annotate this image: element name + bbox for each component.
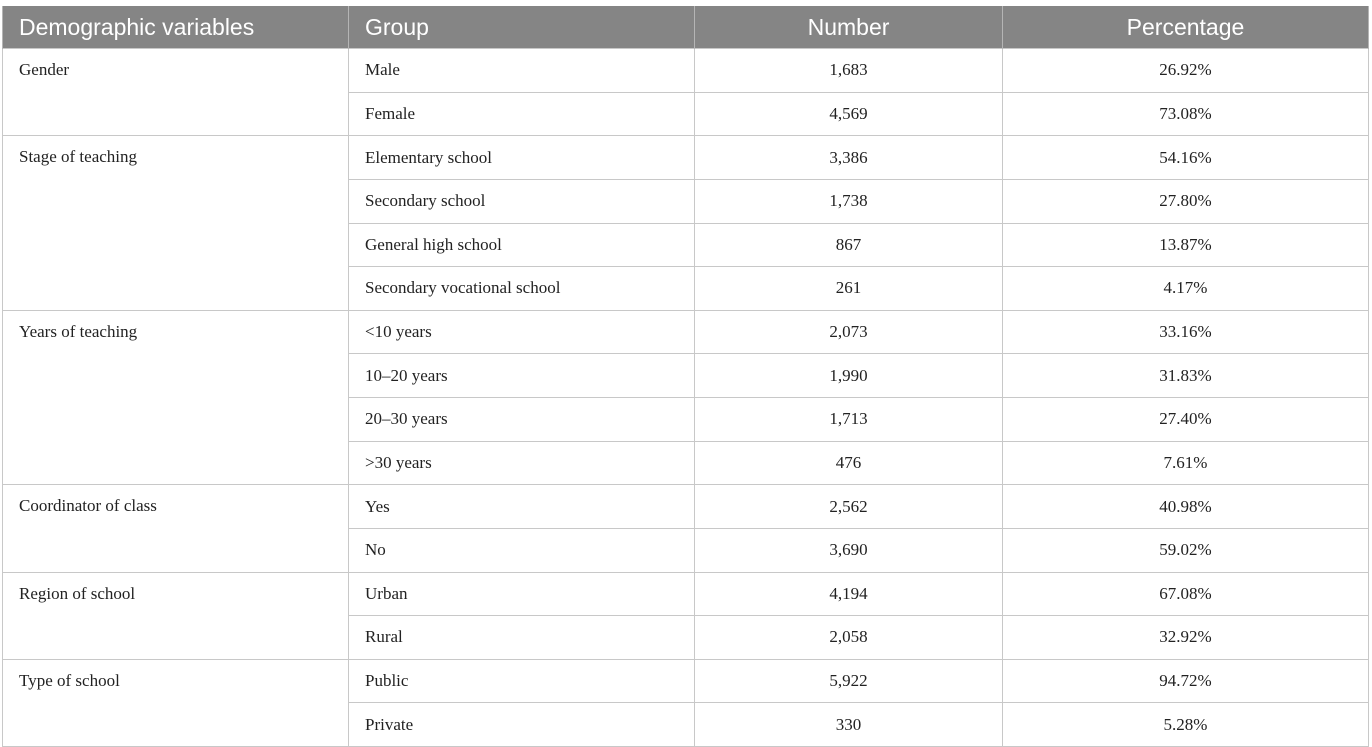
percentage-cell: 73.08% bbox=[1003, 92, 1369, 136]
header-number: Number bbox=[695, 6, 1003, 49]
header-row bbox=[3, 6, 1369, 49]
header-group: Group bbox=[349, 6, 695, 49]
percentage-cell: 67.08% bbox=[1003, 572, 1369, 616]
variable-cell: Years of teaching bbox=[3, 310, 349, 485]
number-cell: 1,713 bbox=[695, 398, 1003, 442]
percentage-cell: 33.16% bbox=[1003, 310, 1369, 354]
variable-cell: Stage of teaching bbox=[3, 136, 349, 311]
table-row bbox=[3, 136, 1369, 180]
variable-cell: Type of school bbox=[3, 659, 349, 746]
percentage-cell: 26.92% bbox=[1003, 49, 1369, 93]
group-cell: Yes bbox=[349, 485, 695, 529]
table-row bbox=[3, 572, 1369, 616]
group-cell: Secondary school bbox=[349, 179, 695, 223]
group-cell: Female bbox=[349, 92, 695, 136]
group-cell: <10 years bbox=[349, 310, 695, 354]
number-cell: 261 bbox=[695, 267, 1003, 311]
demographics-table bbox=[2, 6, 1369, 747]
table-header bbox=[3, 6, 1369, 49]
number-cell: 4,569 bbox=[695, 92, 1003, 136]
variable-cell: Gender bbox=[3, 49, 349, 136]
percentage-cell: 27.40% bbox=[1003, 398, 1369, 442]
number-cell: 4,194 bbox=[695, 572, 1003, 616]
table-row bbox=[3, 659, 1369, 703]
variable-cell: Coordinator of class bbox=[3, 485, 349, 572]
header-percentage: Percentage bbox=[1003, 6, 1369, 49]
number-cell: 476 bbox=[695, 441, 1003, 485]
table-row bbox=[3, 310, 1369, 354]
percentage-cell: 40.98% bbox=[1003, 485, 1369, 529]
percentage-cell: 13.87% bbox=[1003, 223, 1369, 267]
table-row bbox=[3, 49, 1369, 93]
percentage-cell: 7.61% bbox=[1003, 441, 1369, 485]
percentage-cell: 5.28% bbox=[1003, 703, 1369, 747]
group-cell: Male bbox=[349, 49, 695, 93]
number-cell: 2,562 bbox=[695, 485, 1003, 529]
percentage-cell: 94.72% bbox=[1003, 659, 1369, 703]
percentage-cell: 4.17% bbox=[1003, 267, 1369, 311]
group-cell: 20–30 years bbox=[349, 398, 695, 442]
table-row bbox=[3, 485, 1369, 529]
variable-cell: Region of school bbox=[3, 572, 349, 659]
group-cell: Secondary vocational school bbox=[349, 267, 695, 311]
group-cell: >30 years bbox=[349, 441, 695, 485]
percentage-cell: 32.92% bbox=[1003, 616, 1369, 660]
number-cell: 867 bbox=[695, 223, 1003, 267]
percentage-cell: 59.02% bbox=[1003, 528, 1369, 572]
group-cell: Elementary school bbox=[349, 136, 695, 180]
number-cell: 3,386 bbox=[695, 136, 1003, 180]
number-cell: 1,990 bbox=[695, 354, 1003, 398]
table-body bbox=[3, 49, 1369, 747]
group-cell: Urban bbox=[349, 572, 695, 616]
number-cell: 1,683 bbox=[695, 49, 1003, 93]
number-cell: 1,738 bbox=[695, 179, 1003, 223]
header-variable: Demographic variables bbox=[3, 6, 349, 49]
number-cell: 2,073 bbox=[695, 310, 1003, 354]
group-cell: Public bbox=[349, 659, 695, 703]
number-cell: 5,922 bbox=[695, 659, 1003, 703]
percentage-cell: 54.16% bbox=[1003, 136, 1369, 180]
group-cell: Rural bbox=[349, 616, 695, 660]
number-cell: 330 bbox=[695, 703, 1003, 747]
group-cell: 10–20 years bbox=[349, 354, 695, 398]
percentage-cell: 27.80% bbox=[1003, 179, 1369, 223]
group-cell: Private bbox=[349, 703, 695, 747]
group-cell: No bbox=[349, 528, 695, 572]
percentage-cell: 31.83% bbox=[1003, 354, 1369, 398]
number-cell: 3,690 bbox=[695, 528, 1003, 572]
group-cell: General high school bbox=[349, 223, 695, 267]
number-cell: 2,058 bbox=[695, 616, 1003, 660]
